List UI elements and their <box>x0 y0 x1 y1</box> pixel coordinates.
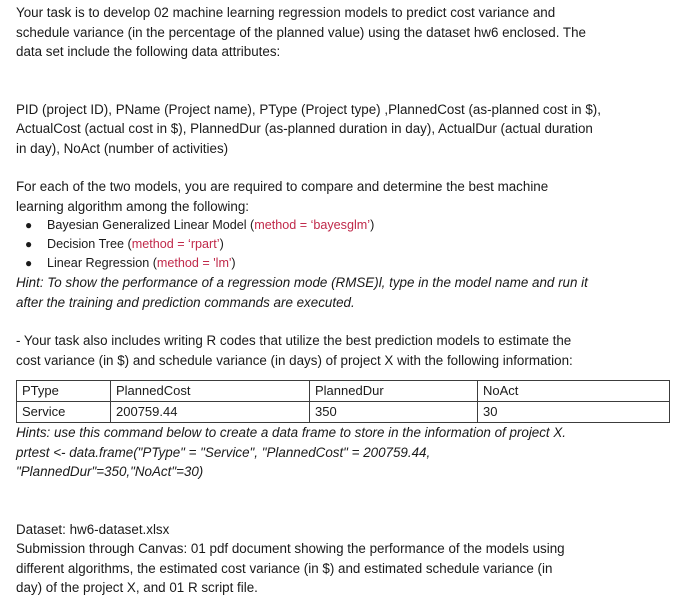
attributes-line-3: in day), NoAct (number of activities) <box>16 140 229 156</box>
list-item <box>16 254 670 273</box>
task-two-line-2: cost variance (in $) and schedule variance (in days) of project X with the following information: <box>16 352 573 368</box>
project-x-table <box>16 380 670 423</box>
intro-line-1: Your task is to develop 02 machine learning regression models to predict cost variance and <box>16 5 556 20</box>
bullet-icon: ● <box>25 218 33 232</box>
algorithm-close: ) <box>370 218 375 232</box>
hint-line-2: after the training and prediction commands are executed. <box>16 294 355 310</box>
spacer <box>16 501 670 520</box>
hints-line-2: prtest <- data.frame("PType" = "Service", "PlannedCost" = 200759.44, <box>16 444 431 460</box>
algorithm-name: Linear Regression ( <box>47 256 157 270</box>
table-cell: 200759.44 <box>111 402 310 423</box>
algorithm-list <box>16 216 670 273</box>
dataset-line: Dataset: hw6-dataset.xlsx <box>16 521 170 537</box>
spacer <box>16 482 670 501</box>
table-row <box>17 402 670 423</box>
table-header-cell: PlannedCost <box>111 381 310 402</box>
hint-paragraph <box>16 273 670 312</box>
submission-line-1: Submission through Canvas: 01 pdf document showing the performance of the models using <box>16 541 565 556</box>
algorithm-close: ) <box>219 237 224 251</box>
table-cell: 30 <box>478 402 670 423</box>
table-cell: 350 <box>310 402 478 423</box>
compare-line-2: learning algorithm among the following: <box>16 198 249 214</box>
list-item <box>16 216 670 235</box>
document-page <box>16 3 670 598</box>
compare-line-1: For each of the two models, you are required to compare and determine the best machine <box>16 179 549 194</box>
algorithm-close: ) <box>231 256 236 270</box>
spacer <box>16 62 670 81</box>
submission-line-3: day) of the project X, and 01 R script file. <box>16 580 258 595</box>
bullet-icon: ● <box>25 237 33 251</box>
algorithm-method: method = ‘bayesglm’ <box>254 218 371 232</box>
intro-line-2: schedule variance (in the percentage of the planned value) using the dataset hw6 enclosed. The <box>16 24 586 40</box>
table-header-cell: PlannedDur <box>310 381 478 402</box>
hints-line-3: "PlannedDur"=350,"NoAct"=30) <box>16 464 204 479</box>
hint-line-1: Hint: To show the performance of a regression mode (RMSE)l, type in the model name and run it <box>16 275 588 290</box>
spacer <box>16 158 670 177</box>
hints-code-paragraph <box>16 423 670 482</box>
algorithm-method: method = ‘rpart’ <box>131 237 220 251</box>
algorithm-name: Bayesian Generalized Linear Model ( <box>47 218 255 232</box>
table-header-row <box>17 381 670 402</box>
bullet-icon: ● <box>25 256 33 270</box>
algorithm-name: Decision Tree ( <box>47 237 132 251</box>
task-two-line-1: - Your task also includes writing R codes that utilize the best prediction models to estimate the <box>16 333 572 348</box>
intro-line-3: data set include the following data attributes: <box>16 44 281 59</box>
list-item <box>16 235 670 254</box>
hints-line-1: Hints: use this command below to create a data frame to store in the information of project X. <box>16 425 567 440</box>
attributes-line-2: ActualCost (actual cost in $), PlannedDur (as-planned duration in day), ActualDur (actual duration <box>16 121 593 136</box>
spacer <box>16 81 670 100</box>
compare-paragraph <box>16 177 670 216</box>
attributes-paragraph <box>16 100 670 159</box>
spacer <box>16 312 670 331</box>
intro-paragraph <box>16 3 670 62</box>
algorithm-method: method = 'lm' <box>156 256 232 270</box>
table-header-cell: PType <box>17 381 111 402</box>
submission-line-2: different algorithms, the estimated cost variance (in $) and estimated schedule variance (in <box>16 560 553 576</box>
table-cell: Service <box>17 402 111 423</box>
table-header-cell: NoAct <box>478 381 670 402</box>
task-two-paragraph <box>16 331 670 370</box>
submission-paragraph <box>16 539 670 598</box>
attributes-line-1: PID (project ID), PName (Project name), PType (Project type) ,PlannedCost (as-planned cost in $), <box>16 101 601 117</box>
